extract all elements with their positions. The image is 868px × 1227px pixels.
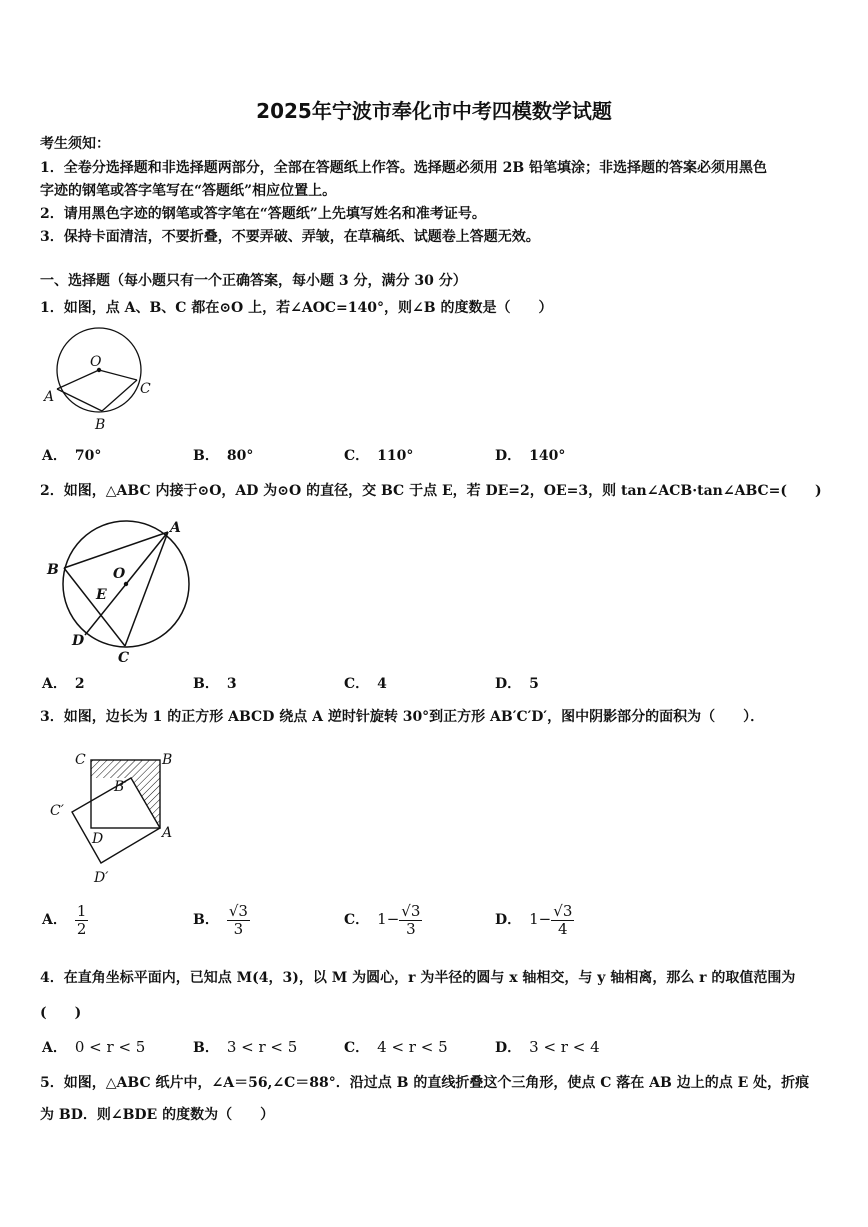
section-heading: 一、选择题（每小题只有一个正确答案，每小题 3 分，满分 30 分） (40, 273, 467, 289)
label-o: O (113, 566, 126, 582)
question-3-option-c[interactable]: C． 1− $\frac{√3}{3}$ (344, 902, 421, 938)
question-2-option-b[interactable]: B． 3 (193, 676, 237, 692)
label-d-prime: D′ (94, 870, 109, 886)
question-4-stem-cont: ( ) (40, 1005, 82, 1021)
question-4-option-a[interactable]: A． 0 < r < 5 (42, 1038, 146, 1056)
notice-item: 3．保持卡面清洁，不要折叠，不要弄破、弄皱，在草稿纸、试题卷上答题无效。 (40, 229, 540, 245)
question-5-stem-cont: 为 BD．则∠BDE 的度数为（ ） (40, 1107, 275, 1123)
label-d: D (92, 831, 104, 847)
question-1-option-d[interactable]: D． 140° (495, 448, 566, 464)
question-2-stem: 2．如图，△ABC 内接于⊙O，AD 为⊙O 的直径，交 BC 于点 E，若 DE=2，OE=3，则 tan∠ACB·tan∠ABC=( ) (40, 483, 822, 499)
notice-item: 2．请用黑色字迹的钢笔或答字笔在“答题纸”上先填写姓名和准考证号。 (40, 206, 486, 222)
label-a: A (162, 825, 173, 841)
question-4-stem: 4．在直角坐标平面内，已知点 M(4，3)，以 M 为圆心，r 为半径的圆与 x 轴相交，与 y 轴相离，那么 r 的取值范围为 (40, 970, 796, 986)
label-b-prime: B′ (114, 779, 128, 795)
question-2-option-a[interactable]: A． 2 (42, 676, 85, 692)
label-c-prime: C′ (50, 803, 64, 819)
question-2-option-c[interactable]: C． 4 (344, 676, 387, 692)
label-a: A (170, 520, 181, 536)
question-1-stem: 1．如图，点 A、B、C 都在⊙O 上，若∠AOC=140°，则∠B 的度数是（ ） (40, 300, 553, 316)
label-c: C (140, 381, 151, 397)
question-3-option-a[interactable]: A． $\frac{1}{2}$ (42, 902, 87, 938)
label-e: E (96, 587, 107, 603)
question-5-stem: 5．如图，△ABC 纸片中，∠A＝56,∠C＝88°．沿过点 B 的直线折叠这个三角形，使点 C 落在 AB 边上的点 E 处，折痕 (40, 1075, 810, 1091)
label-d: D (72, 633, 85, 649)
label-c: C (75, 752, 86, 768)
label-b: B (47, 562, 59, 578)
notice-heading: 考生须知： (40, 136, 110, 152)
question-1-option-b[interactable]: B． 80° (193, 448, 254, 464)
notice-item: 1．全卷分选择题和非选择题两部分，全部在答题纸上作答。选择题必须用 2B 铅笔填涂；非选择题的答案必须用黑色 (40, 160, 768, 176)
question-3-stem: 3．如图，边长为 1 的正方形 ABCD 绕点 A 逆时针旋转 30°到正方形 AB′C′D′，图中阴影部分的面积为（ ）． (40, 709, 765, 725)
label-c: C (118, 650, 130, 666)
label-o: O (90, 354, 102, 370)
question-3-figure (40, 742, 190, 892)
question-1-option-a[interactable]: A． 70° (42, 448, 102, 464)
label-b: B (162, 752, 173, 768)
question-3-option-b[interactable]: B． $\frac{√3}{3}$ (193, 902, 248, 938)
question-1-option-c[interactable]: C． 110° (344, 448, 414, 464)
label-b: B (95, 417, 106, 433)
question-4-option-d[interactable]: D． 3 < r < 4 (495, 1038, 600, 1056)
question-1-figure (40, 322, 170, 437)
question-4-option-b[interactable]: B． 3 < r < 5 (193, 1038, 298, 1056)
page-title: 2025年宁波市奉化市中考四模数学试题 (256, 99, 612, 123)
question-2-figure (40, 510, 200, 670)
question-3-option-d[interactable]: D． 1− $\frac{√3}{4}$ (495, 902, 573, 938)
question-4-option-c[interactable]: C． 4 < r < 5 (344, 1038, 448, 1056)
question-2-option-d[interactable]: D． 5 (495, 676, 539, 692)
label-a: A (44, 389, 55, 405)
notice-item: 字迹的钢笔或答字笔写在“答题纸”相应位置上。 (40, 183, 337, 199)
